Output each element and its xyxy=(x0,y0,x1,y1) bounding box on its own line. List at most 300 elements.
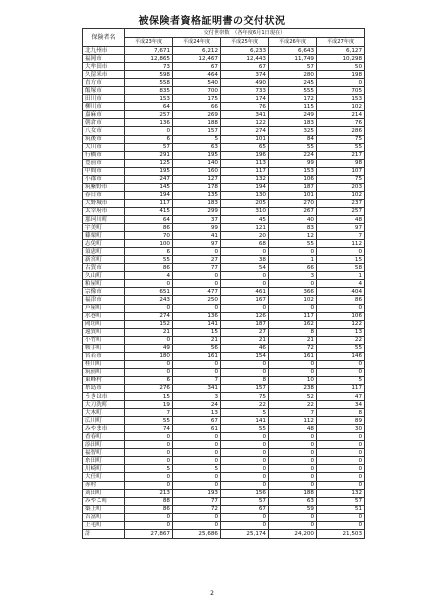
count-cell: 213 xyxy=(125,489,173,497)
count-cell: 136 xyxy=(173,312,221,320)
insurer-name: 遠賀町 xyxy=(83,328,125,336)
count-cell: 0 xyxy=(173,441,221,449)
document-title: 被保険者資格証明書の交付状況 xyxy=(138,16,286,27)
count-cell: 49 xyxy=(125,344,173,352)
count-cell: 76 xyxy=(317,119,365,127)
count-cell: 214 xyxy=(317,111,365,119)
insurer-name: 桂川町 xyxy=(83,360,125,368)
count-cell: 217 xyxy=(317,151,365,159)
count-cell: 0 xyxy=(221,360,269,368)
count-cell: 21 xyxy=(221,336,269,344)
count-cell: 195 xyxy=(125,167,173,175)
total-row xyxy=(83,529,365,538)
count-cell: 22 xyxy=(317,336,365,344)
count-cell: 97 xyxy=(317,224,365,232)
count-cell: 122 xyxy=(221,119,269,127)
insurer-name: 八女市 xyxy=(83,127,125,135)
insurer-name: 篠栗町 xyxy=(83,232,125,240)
count-cell: 0 xyxy=(173,433,221,441)
insurer-name: 宇美町 xyxy=(83,224,125,232)
count-cell: 24 xyxy=(173,401,221,409)
count-cell: 27 xyxy=(221,328,269,336)
count-cell: 0 xyxy=(221,521,269,529)
count-cell: 57 xyxy=(269,63,317,71)
count-cell: 194 xyxy=(125,191,173,199)
count-cell: 63 xyxy=(173,143,221,151)
total-label: 計 xyxy=(83,529,125,538)
count-cell: 250 xyxy=(173,296,221,304)
table-row xyxy=(83,441,365,449)
count-cell: 415 xyxy=(125,207,173,215)
table-row xyxy=(83,191,365,199)
count-cell: 0 xyxy=(125,433,173,441)
count-cell: 157 xyxy=(221,384,269,392)
count-cell: 7,671 xyxy=(125,47,173,55)
insurer-name: 築上町 xyxy=(83,505,125,513)
count-cell: 0 xyxy=(125,457,173,465)
count-cell: 404 xyxy=(317,288,365,296)
table-row xyxy=(83,167,365,175)
count-cell: 127 xyxy=(173,175,221,183)
table-row xyxy=(83,320,365,328)
count-cell: 245 xyxy=(269,79,317,87)
count-cell: 112 xyxy=(317,240,365,248)
count-cell: 203 xyxy=(317,183,365,191)
count-cell: 0 xyxy=(173,304,221,312)
count-cell: 154 xyxy=(221,352,269,360)
table-row xyxy=(83,304,365,312)
count-cell: 4 xyxy=(317,280,365,288)
insurer-name: 香春町 xyxy=(83,433,125,441)
insurer-name: うきは市 xyxy=(83,393,125,401)
count-cell: 54 xyxy=(221,264,269,272)
as-of-note: （各年度6月1日現在） xyxy=(234,30,286,36)
count-cell: 280 xyxy=(269,71,317,79)
count-cell: 0 xyxy=(221,449,269,457)
count-cell: 6,233 xyxy=(221,47,269,55)
count-cell: 117 xyxy=(221,167,269,175)
count-cell: 0 xyxy=(125,449,173,457)
count-cell: 57 xyxy=(221,497,269,505)
table-row xyxy=(83,127,365,135)
count-cell: 65 xyxy=(221,143,269,151)
insurer-name: 大野城市 xyxy=(83,199,125,207)
count-cell: 99 xyxy=(269,159,317,167)
table-row xyxy=(83,401,365,409)
certificate-table xyxy=(82,28,365,539)
count-cell: 0 xyxy=(125,513,173,521)
count-cell: 66 xyxy=(269,264,317,272)
insurer-name: 上毛町 xyxy=(83,521,125,529)
count-group-header xyxy=(125,29,365,38)
count-cell: 6,212 xyxy=(173,47,221,55)
count-cell: 0 xyxy=(173,449,221,457)
count-cell: 193 xyxy=(173,489,221,497)
count-cell: 269 xyxy=(173,111,221,119)
insurer-name: 須恵町 xyxy=(83,248,125,256)
count-cell: 64 xyxy=(125,215,173,223)
count-cell: 122 xyxy=(317,320,365,328)
count-cell: 75 xyxy=(317,175,365,183)
table-row xyxy=(83,344,365,352)
insurer-name: 久山町 xyxy=(83,272,125,280)
count-cell: 160 xyxy=(173,167,221,175)
insurer-name: 糸田町 xyxy=(83,457,125,465)
total-value: 21,503 xyxy=(317,529,365,538)
insurer-name: 粕屋町 xyxy=(83,280,125,288)
table-row xyxy=(83,151,365,159)
count-cell: 0 xyxy=(269,457,317,465)
count-cell: 4 xyxy=(125,272,173,280)
table-row xyxy=(83,159,365,167)
count-cell: 19 xyxy=(125,401,173,409)
table-row xyxy=(83,425,365,433)
count-cell: 0 xyxy=(125,127,173,135)
count-cell: 140 xyxy=(173,159,221,167)
table-row xyxy=(83,312,365,320)
insurer-name: 中間市 xyxy=(83,167,125,175)
count-cell: 0 xyxy=(269,368,317,376)
count-cell: 22 xyxy=(269,401,317,409)
count-cell: 55 xyxy=(269,240,317,248)
count-cell: 291 xyxy=(125,151,173,159)
count-cell: 106 xyxy=(317,312,365,320)
count-cell: 274 xyxy=(125,312,173,320)
count-cell: 8 xyxy=(269,328,317,336)
count-cell: 5 xyxy=(173,135,221,143)
count-cell: 152 xyxy=(125,320,173,328)
table-row xyxy=(83,384,365,392)
year-header: 平成27年度 xyxy=(317,38,365,47)
count-cell: 0 xyxy=(269,513,317,521)
count-cell: 38 xyxy=(221,256,269,264)
count-cell: 490 xyxy=(221,79,269,87)
insurer-name: 赤村 xyxy=(83,481,125,489)
count-cell: 0 xyxy=(173,481,221,489)
count-cell: 47 xyxy=(317,393,365,401)
year-header: 平成26年度 xyxy=(269,38,317,47)
count-label: 交付世帯数 xyxy=(203,30,230,36)
count-cell: 7 xyxy=(173,376,221,384)
count-cell: 5 xyxy=(125,465,173,473)
insurer-name: 福智町 xyxy=(83,449,125,457)
count-cell: 188 xyxy=(269,489,317,497)
count-cell: 0 xyxy=(125,368,173,376)
count-cell: 97 xyxy=(173,240,221,248)
count-cell: 6 xyxy=(125,376,173,384)
count-cell: 555 xyxy=(269,87,317,95)
count-cell: 55 xyxy=(221,425,269,433)
count-cell: 0 xyxy=(173,521,221,529)
count-cell: 68 xyxy=(221,240,269,248)
table-row xyxy=(83,417,365,425)
table-row xyxy=(83,232,365,240)
count-cell: 0 xyxy=(125,360,173,368)
insurer-name: 宗像市 xyxy=(83,288,125,296)
count-cell: 0 xyxy=(269,481,317,489)
count-cell: 0 xyxy=(125,280,173,288)
count-cell: 0 xyxy=(221,368,269,376)
count-cell: 50 xyxy=(317,63,365,71)
table-row xyxy=(83,280,365,288)
table-row xyxy=(83,264,365,272)
count-cell: 11,749 xyxy=(269,55,317,63)
count-cell: 145 xyxy=(125,183,173,191)
count-cell: 0 xyxy=(173,473,221,481)
count-cell: 37 xyxy=(173,215,221,223)
count-cell: 0 xyxy=(221,304,269,312)
table-row xyxy=(83,47,365,55)
count-cell: 12,467 xyxy=(173,55,221,63)
count-cell: 0 xyxy=(317,513,365,521)
count-cell: 205 xyxy=(221,199,269,207)
table-row xyxy=(83,79,365,87)
count-cell: 178 xyxy=(173,183,221,191)
table-row xyxy=(83,352,365,360)
count-cell: 7 xyxy=(125,409,173,417)
table-row xyxy=(83,135,365,143)
table-row xyxy=(83,409,365,417)
count-cell: 0 xyxy=(221,441,269,449)
count-cell: 55 xyxy=(317,344,365,352)
count-cell: 6 xyxy=(125,248,173,256)
count-cell: 0 xyxy=(221,513,269,521)
table-row xyxy=(83,111,365,119)
table-row xyxy=(83,433,365,441)
insurer-name: 久留米市 xyxy=(83,71,125,79)
count-cell: 0 xyxy=(317,473,365,481)
count-cell: 247 xyxy=(125,175,173,183)
count-cell: 61 xyxy=(173,425,221,433)
year-header: 平成25年度 xyxy=(221,38,269,47)
count-cell: 0 xyxy=(317,449,365,457)
count-cell: 461 xyxy=(221,288,269,296)
count-cell: 6,127 xyxy=(317,47,365,55)
count-cell: 51 xyxy=(317,505,365,513)
count-cell: 0 xyxy=(269,465,317,473)
table-row xyxy=(83,513,365,521)
table-row xyxy=(83,393,365,401)
count-cell: 67 xyxy=(173,63,221,71)
count-cell: 196 xyxy=(221,151,269,159)
count-cell: 21 xyxy=(269,336,317,344)
count-cell: 146 xyxy=(317,352,365,360)
count-cell: 75 xyxy=(221,393,269,401)
count-cell: 6,643 xyxy=(269,47,317,55)
insurer-name: 大刀洗町 xyxy=(83,401,125,409)
count-cell: 48 xyxy=(269,425,317,433)
count-cell: 117 xyxy=(125,199,173,207)
count-cell: 67 xyxy=(221,505,269,513)
count-cell: 180 xyxy=(125,352,173,360)
table-row xyxy=(83,87,365,95)
count-cell: 72 xyxy=(269,344,317,352)
insurer-name: 福岡市 xyxy=(83,55,125,63)
count-cell: 558 xyxy=(125,79,173,87)
count-cell: 41 xyxy=(173,232,221,240)
insurer-name: 春日市 xyxy=(83,191,125,199)
table-row xyxy=(83,376,365,384)
count-cell: 8 xyxy=(221,376,269,384)
count-cell: 0 xyxy=(269,521,317,529)
count-cell: 1 xyxy=(317,272,365,280)
count-cell: 0 xyxy=(173,513,221,521)
count-cell: 0 xyxy=(173,368,221,376)
insurer-name: 筑前町 xyxy=(83,368,125,376)
count-cell: 46 xyxy=(221,344,269,352)
table-row xyxy=(83,119,365,127)
count-cell: 156 xyxy=(221,489,269,497)
count-cell: 13 xyxy=(317,328,365,336)
count-cell: 243 xyxy=(125,296,173,304)
table-row xyxy=(83,215,365,223)
count-cell: 257 xyxy=(317,207,365,215)
count-cell: 7 xyxy=(269,409,317,417)
count-cell: 48 xyxy=(317,215,365,223)
count-cell: 249 xyxy=(269,111,317,119)
count-cell: 0 xyxy=(173,280,221,288)
count-cell: 0 xyxy=(173,272,221,280)
count-cell: 299 xyxy=(173,207,221,215)
table-row xyxy=(83,465,365,473)
count-cell: 598 xyxy=(125,71,173,79)
insurer-name: 大牟田市 xyxy=(83,63,125,71)
table-row xyxy=(83,473,365,481)
insurer-name: 古賀市 xyxy=(83,264,125,272)
count-cell: 0 xyxy=(221,465,269,473)
table-row xyxy=(83,143,365,151)
count-cell: 115 xyxy=(269,103,317,111)
count-cell: 13 xyxy=(173,409,221,417)
count-cell: 0 xyxy=(125,336,173,344)
count-cell: 174 xyxy=(221,95,269,103)
count-cell: 0 xyxy=(125,441,173,449)
count-cell: 274 xyxy=(221,127,269,135)
table-row xyxy=(83,457,365,465)
count-cell: 0 xyxy=(317,79,365,87)
insurer-name: 宮若市 xyxy=(83,352,125,360)
insurer-name: 岡垣町 xyxy=(83,320,125,328)
count-cell: 187 xyxy=(269,183,317,191)
table-row xyxy=(83,71,365,79)
count-cell: 89 xyxy=(317,417,365,425)
insurer-name: 小竹町 xyxy=(83,336,125,344)
table-row xyxy=(83,521,365,529)
count-cell: 57 xyxy=(317,497,365,505)
insurer-name: 苅田町 xyxy=(83,489,125,497)
count-cell: 117 xyxy=(317,384,365,392)
count-cell: 73 xyxy=(125,63,173,71)
insurer-name: 行橋市 xyxy=(83,151,125,159)
count-cell: 21 xyxy=(125,328,173,336)
count-cell: 161 xyxy=(269,352,317,360)
page-number: 2 xyxy=(210,590,214,597)
count-cell: 0 xyxy=(317,465,365,473)
count-cell: 238 xyxy=(269,384,317,392)
count-cell: 12 xyxy=(269,232,317,240)
table-row xyxy=(83,199,365,207)
table-row xyxy=(83,505,365,513)
count-cell: 100 xyxy=(125,240,173,248)
insurer-name: 東峰村 xyxy=(83,376,125,384)
insurer-name: 嘉麻市 xyxy=(83,111,125,119)
count-cell: 0 xyxy=(317,433,365,441)
header-row-1 xyxy=(83,29,365,38)
count-cell: 112 xyxy=(269,417,317,425)
count-cell: 72 xyxy=(173,505,221,513)
count-cell: 651 xyxy=(125,288,173,296)
count-cell: 0 xyxy=(221,248,269,256)
count-cell: 0 xyxy=(221,272,269,280)
count-cell: 99 xyxy=(173,224,221,232)
total-value: 25,686 xyxy=(173,529,221,538)
count-cell: 1 xyxy=(269,256,317,264)
count-cell: 835 xyxy=(125,87,173,95)
count-cell: 132 xyxy=(317,489,365,497)
count-cell: 194 xyxy=(221,183,269,191)
count-cell: 188 xyxy=(173,119,221,127)
count-cell: 3 xyxy=(173,393,221,401)
year-header: 平成23年度 xyxy=(125,38,173,47)
count-cell: 113 xyxy=(221,159,269,167)
count-cell: 167 xyxy=(221,296,269,304)
count-cell: 130 xyxy=(221,191,269,199)
insurer-name: 鞍手町 xyxy=(83,344,125,352)
count-cell: 20 xyxy=(221,232,269,240)
count-cell: 58 xyxy=(317,264,365,272)
count-cell: 0 xyxy=(269,473,317,481)
count-cell: 132 xyxy=(221,175,269,183)
count-cell: 74 xyxy=(125,425,173,433)
count-cell: 286 xyxy=(317,127,365,135)
count-cell: 102 xyxy=(317,191,365,199)
count-cell: 0 xyxy=(317,457,365,465)
count-cell: 84 xyxy=(269,135,317,143)
count-cell: 70 xyxy=(125,232,173,240)
count-cell: 59 xyxy=(269,505,317,513)
table-row xyxy=(83,175,365,183)
insurer-name: 水巻町 xyxy=(83,312,125,320)
count-cell: 175 xyxy=(173,95,221,103)
count-cell: 224 xyxy=(269,151,317,159)
count-cell: 57 xyxy=(125,143,173,151)
insurer-name: 大川市 xyxy=(83,143,125,151)
count-cell: 101 xyxy=(269,191,317,199)
count-cell: 83 xyxy=(269,224,317,232)
insurer-column-header: 保険者名 xyxy=(83,29,125,47)
count-cell: 141 xyxy=(173,320,221,328)
count-cell: 187 xyxy=(221,320,269,328)
count-cell: 22 xyxy=(221,401,269,409)
table-row xyxy=(83,336,365,344)
count-cell: 15 xyxy=(125,393,173,401)
count-cell: 117 xyxy=(269,312,317,320)
table-row xyxy=(83,63,365,71)
table-row xyxy=(83,95,365,103)
table-row xyxy=(83,328,365,336)
count-cell: 34 xyxy=(317,401,365,409)
table-body xyxy=(83,29,365,539)
insurer-name: 志免町 xyxy=(83,240,125,248)
count-cell: 55 xyxy=(125,256,173,264)
count-cell: 0 xyxy=(221,433,269,441)
total-value: 27,867 xyxy=(125,529,173,538)
insurer-name: 広川町 xyxy=(83,417,125,425)
count-cell: 135 xyxy=(173,191,221,199)
count-cell: 67 xyxy=(173,417,221,425)
table-row xyxy=(83,481,365,489)
count-cell: 237 xyxy=(317,199,365,207)
